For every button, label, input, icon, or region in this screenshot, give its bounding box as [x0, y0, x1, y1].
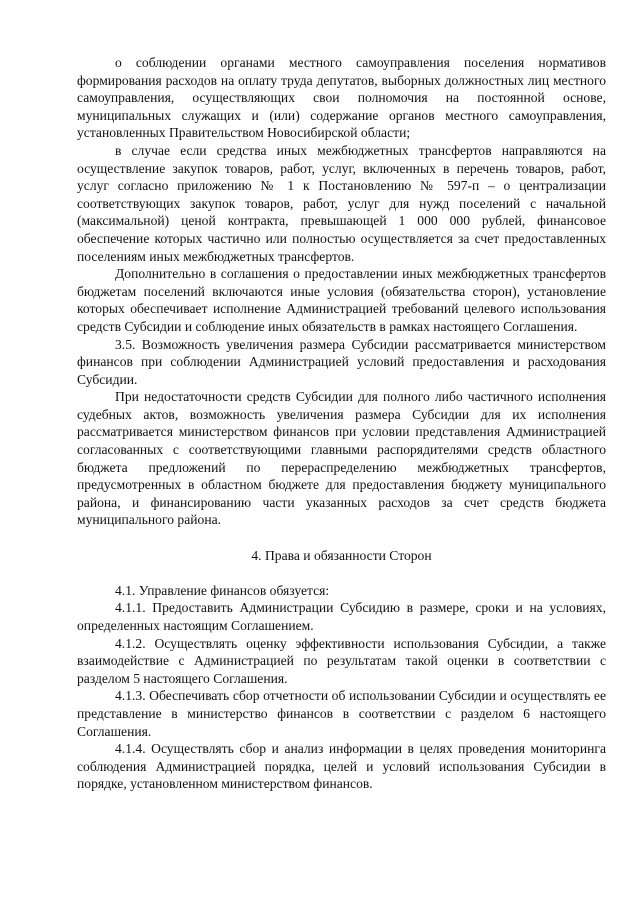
paragraph-additional-conditions: Дополнительно в соглашения о предоставлении иных межбюджетных трансфертов бюджетам поселений включаются иные условия (обязательства сторон), установление которых обеспечивает исполнение Администрацией требований целевого использования средств Субсидии и соблюдение иных обязательств в рамках настоящего Соглашения. — [77, 266, 606, 334]
paragraph-4-1-2: 4.1.2. Осуществлять оценку эффективности использования Субсидии, а также взаимодействие с Администрацией по результатам такой оценки в соответствии с разделом 5 настоящего Соглашения. — [77, 635, 606, 686]
spacer — [77, 529, 606, 547]
paragraph-4-1-3: 4.1.3. Обеспечивать сбор отчетности об использовании Субсидии и осуществлять ее представление в министерство финансов в соответствии с разделом 6 настоящего Соглашения. — [77, 688, 606, 739]
spacer — [77, 564, 606, 582]
section-heading: 4. Права и обязанности Сторон — [251, 547, 432, 563]
document-page — [77, 54, 606, 793]
paragraph-centralized-procurement: в случае если средства иных межбюджетных трансфертов направляются на осуществление закупок товаров, работ, услуг, включенных в перечень товаров, работ, услуг согласно приложению № 1 к Постановлению № 597-п – о централизации соответствующих закупок товаров, работ, услуг для нужд поселений с начальной (максимальной) ценой контракта, превышающей 1 000 000 рублей, финансовое обеспечение которых частично или полностью осуществляется за счет предоставленных поселениям иных межбюджетных трансфертов. — [77, 142, 606, 264]
paragraph-4-1: 4.1. Управление финансов обязуется: — [115, 582, 330, 598]
paragraph-insufficient-funds: При недостаточности средств Субсидии для полного либо частичного исполнения судебных актов, возможность увеличения размера Субсидии для их исполнения рассматривается министерством финансов при условии представления Администрацией согласованных с соответствующими главными распорядителями средств областного бюджета предложений по перераспределению межбюджетных трансфертов, предусмотренных в областном бюджете для предоставления бюджету муниципального района, и финансированию части указанных расходов за счет средств бюджета муниципального района. — [77, 389, 606, 528]
paragraph-4-1-1: 4.1.1. Предоставить Администрации Субсидию в размере, сроки и на условиях, определенных настоящим Соглашением. — [77, 600, 606, 633]
paragraph-3-5-subsidy-increase: 3.5. Возможность увеличения размера Субсидии рассматривается министерством финансов при соблюдении Администрацией условий предоставления и расходования Субсидии. — [77, 336, 606, 387]
paragraph-4-1-4: 4.1.4. Осуществлять сбор и анализ информации в целях проведения мониторинга соблюдения Администрацией порядка, целей и условий использования Субсидии в порядке, установленном министерством финансов. — [77, 741, 606, 792]
paragraph-norms-compliance: о соблюдении органами местного самоуправления поселения нормативов формирования расходов на оплату труда депутатов, выборных должностных лиц местного самоуправления, осуществляющих свои полномочия на постоянной основе, муниципальных служащих и (или) содержание органов местного самоуправления, установленных Правительством Новосибирской области; — [77, 55, 606, 141]
